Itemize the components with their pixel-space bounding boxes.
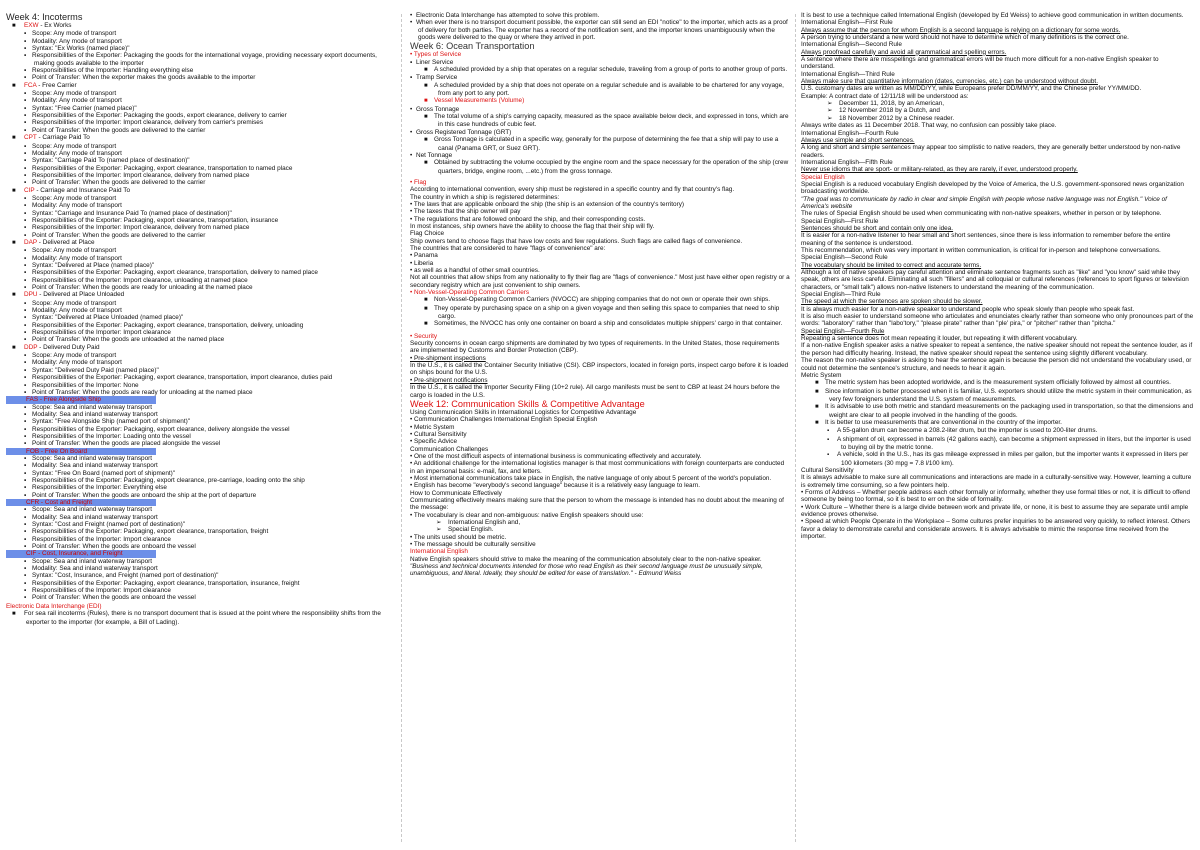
special-english-line: Special English is a reduced vocabulary English developed by the Voice of America, the U.S. government-sponsored news organization broadcasting worldwide.: [801, 180, 1184, 196]
types-of-service-title: • Types of Service: [410, 51, 462, 59]
edi-title: Electronic Data Interchange (EDI): [6, 602, 102, 610]
cultural-line: • Work Culture – Whether there is a large divide between work and private life, or none, it is best to assume they are separate until ample evidence proves otherwise.: [801, 503, 1189, 519]
flag-line: • Panama: [410, 252, 438, 260]
section-title-week12: Week 12: Communication Skills & Competitive Advantage: [410, 398, 645, 409]
special-english-line: Special English: [801, 173, 845, 181]
incoterm-detail: ▪ Syntax: "Free On Board (named port of shipment)": [24, 469, 176, 477]
comm-line: Always assume that the person for whom English is a second language is relying on a dictionary for some words.: [801, 26, 1121, 34]
nvocc-list: [410, 296, 790, 328]
flag-line: • The laws that are applicable onboard the ship (the ship is an extension of the country's territory): [410, 200, 685, 208]
security-title: • Security: [410, 332, 438, 340]
incoterm-detail: ▪ Responsibilities of the Importer: Import clearance, delivery from named place: [24, 224, 250, 232]
metric-subitem: ▪ A shipment of oil, expressed in barrels (42 gallons each), can become a shipment expressed in liters, but the importer is used to buying oil by the metric tonne.: [827, 435, 1191, 451]
incoterm-detail: ▪ Scope: Any mode of transport: [24, 142, 117, 150]
comm-line: International English—Third Rule: [801, 70, 895, 78]
incoterm-heading: ■ DAP - Delivered at Place: [12, 238, 95, 246]
incoterm-detail: ▪ Responsibilities of the Importer: Import clearance: [24, 329, 171, 337]
flag-line: According to international convention, every ship must be registered in a specific country and fly that country's flag.: [410, 186, 735, 194]
incoterm-detail: ▪ Responsibilities of the Exporter: Packaging, export clearance, transportation, insurance: [24, 216, 279, 224]
incoterm-detail: ▪ Responsibilities of the Importer: None: [24, 381, 139, 389]
incoterm-detail: ▪ Modality: Any mode of transport: [24, 149, 122, 157]
column-divider: [795, 14, 796, 842]
incoterm-detail: ▪ Responsibilities of the Exporter: Packaging, export clearance, pre-carriage, loading onto the ship: [24, 476, 305, 484]
column-incoterms: [6, 12, 390, 626]
incoterm-heading: ■ DPU - Delivered at Place Unloaded: [12, 291, 125, 299]
special-english-line: International English—Fourth Rule: [801, 129, 899, 137]
incoterm-heading: CIF - Cost, Insurance, and Freight: [6, 550, 156, 557]
special-english-line: "The goal was to communicate by radio in clear and simple English with people whose native language was not English." Voice of America's website: [801, 195, 1167, 210]
nvocc-item: ■ Sometimes, the NVOCC has only one container on board a ship and consolidates multiple shippers' cargo in that container.: [424, 320, 783, 328]
incoterm-detail: ▪ Point of Transfer: When the exporter makes the goods available to the importer: [24, 74, 256, 82]
international-english-title: International English: [410, 548, 468, 556]
metric-item: ■ It is better to use measurements that are conventional in the country of the importer.: [815, 418, 1062, 426]
incoterm-detail: ▪ Responsibilities of the Exporter: Packaging the goods, export clearance, delivery to carrier: [24, 112, 287, 120]
nvocc-title: • Non-Vessel-Operating Common Carriers: [410, 289, 530, 297]
flag-line: The countries that are considered to have "flags of convenience" are:: [410, 244, 606, 252]
section-title-week4: Week 4: Incoterms: [6, 12, 83, 22]
week12-line: • Most international communications take place in English, the native language of only about 5 percent of the world's population.: [410, 474, 772, 482]
security-section: [410, 340, 790, 399]
special-english-line: The rules of Special English should be used when communicating with non-native speakers, whether in person or by telephone.: [801, 210, 1162, 218]
metric-item: ■ It is advisable to use both metric and standard measurements on the packaging used in transportation, so that the dimensions and weight are clear to all people involved in the handling of the goods.: [815, 403, 1194, 419]
edi-intro-2: • When ever there is no transport document possible, the exporter can still send an EDI "notice" to the importer, which acts as a proof of delivery for both parties. The exporter has a record of the notification sent, and the importer knows unambiguously when the goods were delivered to the quay or where they arrived in port.: [410, 19, 788, 42]
incoterm-detail: ▪ Responsibilities of the Exporter: Packaging, export clearance, transportation, delivery, unloading: [24, 321, 304, 329]
comm-line: Example: A contract date of 12/11/18 will be understood as:: [801, 92, 969, 100]
special-english-line: International English—Fifth Rule: [801, 158, 893, 166]
cultural-line: • Forms of Address – Whether people address each other formally or informally, whether they use formal titles or not, it is difficult to offend someone by being too formal, so it is best to err on the side of formality.: [801, 489, 1191, 504]
incoterms-list: [6, 22, 390, 602]
special-english-line: Special English—Third Rule: [801, 291, 881, 299]
incoterm-detail: ▪ Point of Transfer: When the goods are delivered to the carrier: [24, 231, 206, 239]
special-english-line: Never use idioms that are sport- or military-related, as they are rarely, if ever, understood properly.: [801, 166, 1078, 174]
comm-line: International English—First Rule: [801, 19, 893, 27]
security-line: • Pre-shipment inspections: [410, 354, 486, 362]
week12-line: • Metric System: [410, 423, 455, 431]
vessel-measurements-title: ■ Vessel Measurements (Volume): [424, 97, 525, 105]
incoterm-detail: ▪ Point of Transfer: When the goods are onboard the vessel: [24, 543, 196, 551]
incoterm-detail: ▪ Responsibilities of the Exporter: Packaging, export clearance, transportation, freight: [24, 528, 269, 536]
incoterm-detail: ▪ Scope: Any mode of transport: [24, 194, 117, 202]
special-english-line: It is also much easier to understand someone who articulates and enunciates clearly rather than someone who only pronounces part of the words: "laboratory" rather than "labo'tory," "please pirate" rather than "ple' pira," or "pitcher" rather than "pitcha.": [801, 313, 1194, 328]
cultural-line: • Speed at which People Operate in the Workplace – Some cultures prefer inquiries to be answered very quickly, to reflect interest. Others favor a delay to demonstrate careful and considerate answers. It is always advisable to mimic the response time received from the importer.: [801, 518, 1191, 541]
incoterm-detail: ▪ Scope: Any mode of transport: [24, 30, 117, 38]
special-english-line: Always use simple and short sentences.: [801, 136, 915, 144]
incoterm-detail: ▪ Responsibilities of the Importer: Import clearance: [24, 587, 171, 595]
incoterm-detail: ▪ Scope: Sea and inland waterway transport: [24, 557, 153, 565]
incoterm-heading: ■ FCA - Free Carrier: [12, 81, 77, 89]
incoterm-heading: ■ CPT - Carriage Paid To: [12, 134, 90, 142]
international-english-rules: [801, 12, 1194, 100]
net-tonnage-title: • Net Tonnage: [410, 151, 453, 159]
incoterm-detail: ▪ Responsibilities of the Exporter: Packaging, export clearance, transportation, import clearance, duties paid: [24, 374, 333, 382]
incoterm-detail: ▪ Responsibilities of the Exporter: Packaging the goods for the international voyage, providing necessary export documents, making goods available to the importer: [24, 52, 377, 67]
incoterm-detail: ▪ Scope: Any mode of transport: [24, 299, 117, 307]
incoterm-detail: ▪ Point of Transfer: When the goods are onboard the vessel: [24, 594, 196, 602]
special-english-line: Special English—First Rule: [801, 217, 879, 225]
flag-line: In most instances, ship owners have the ability to choose the flag that their ship will fly.: [410, 222, 655, 230]
incoterm-detail: ▪ Responsibilities of the Exporter: Packaging, export clearance, transportation to named place: [24, 164, 293, 172]
incoterm-detail: ▪ Modality: Any mode of transport: [24, 37, 122, 45]
date-example: ➢ December 11, 2018, by an American,: [827, 100, 945, 108]
incoterm-heading: FOB - Free On Board: [6, 448, 156, 455]
incoterm-detail: ▪ Modality: Sea and inland waterway transport: [24, 462, 158, 470]
incoterm-detail: ▪ Scope: Sea and inland waterway transport: [24, 506, 153, 514]
incoterm-detail: ▪ Point of Transfer: When the goods are delivered to the carrier: [24, 126, 206, 134]
flag-line: • The regulations that are followed onboard the ship, and their corresponding costs.: [410, 215, 646, 223]
english-type-item: ➢ International English and,: [436, 519, 521, 526]
week12-line: How to Communicate Effectively: [410, 489, 502, 497]
incoterm-detail: ▪ Responsibilities of the Importer: Handling everything else: [24, 67, 194, 75]
special-english-line: Always write dates as 11 December 2018. That way, no confusion can possibly take place.: [801, 122, 1057, 130]
flag-line: Ship owners tend to choose flags that have low costs and few regulations. Such flags are called flags of convenience.: [410, 237, 743, 245]
incoterm-detail: ▪ Scope: Sea and inland waterway transport: [24, 403, 153, 411]
grt-text: ■ Gross Tonnage is calculated in a specific way, generally for the purpose of determining the fee that a ship will pay to use a canal (Panama GRT, or Suez GRT).: [424, 136, 779, 152]
week12-line: • English has become "everybody's second language" because it is a relatively easy language to learn.: [410, 482, 701, 490]
special-english-line: If a non-native English speaker asks a native speaker to repeat a sentence, the native speaker should not repeat the sentence louder, as if the person had difficulty hearing. Instead, the native speaker should repeat the sentence using slightly different vocabulary.: [801, 342, 1193, 357]
incoterm-heading: ■ EXW - Ex Works: [12, 22, 72, 29]
week12-line: Communication Challenges: [410, 445, 489, 453]
tramp-text: ■ A scheduled provided by a ship that does not operate on a regular schedule and is available to be chartered for any voyage, from any port to any port.: [424, 81, 784, 98]
cultural-line: It is always advisable to make sure all communications and interactions are made in a culturally-sensitive way. However, learning a culture is extremely time consuming, so a few pointers help.: [801, 474, 1192, 489]
incoterm-detail: ▪ Syntax: "Delivered Duty Paid (named place)": [24, 366, 159, 374]
comm-line: Always make sure that quantitative information (dates, currencies, etc.) can be understood without doubt.: [801, 78, 1098, 86]
special-english-line: Although a lot of native speakers pay careful attention and eliminate sentence fragments such as "like" and "you know" said while they speak, others are less careful. Eliminating all such "fillers" and all colloquial or cultural references (references to sport figures or television characters, or "small talk") allows non-native listeners to understand the meaning of the communication.: [801, 269, 1189, 291]
column-ocean-transport: [410, 12, 790, 578]
incoterm-detail: ▪ Point of Transfer: When the goods are delivered to the carrier: [24, 179, 206, 187]
special-english-line: This recommendation, which was very important in written communication, is critical for in-person and telephone conversations.: [801, 247, 1161, 254]
week12-line: Using Communication Skills in International Logistics for Competitive Advantage: [410, 408, 637, 416]
special-english-line: It is always much easier for a non-native speaker to understand people who speak slowly than people who speak fast.: [801, 305, 1135, 313]
special-english-line: Repeating a sentence does not mean repeating it louder, but repeating it with different vocabulary.: [801, 335, 1078, 343]
incoterm-detail: ▪ Responsibilities of the Exporter: Packaging, export clearance, transportation, insurance, freight: [24, 579, 300, 587]
special-english-line: Special English—Second Rule: [801, 254, 888, 262]
net-tonnage-text: ■ Obtained by subtracting the volume occupied by the engine room and the space necessary for the operation of the ship (crew quarters, bridge, engine room, ...etc.) from the gross tonnage.: [424, 159, 789, 175]
edi-intro-1: • Electronic Data Interchange has attempted to solve this problem.: [410, 12, 600, 19]
incoterm-detail: ▪ Syntax: "Carriage Paid To (named place of destination)": [24, 157, 190, 165]
incoterm-detail: ▪ Syntax: "Cost and Freight (named port of destination)": [24, 521, 186, 529]
flag-line: Not all countries that allow ships from any nationality to fly their flag are "flags of convenience." Most just have either open registry or a secondary registry which are just convenient to ship owners.: [410, 274, 790, 289]
date-example: ➢ 12 November 2018 by a Dutch, and: [827, 107, 940, 115]
metric-subitem: ▪ A 55-gallon drum can become a 208.2-liter drum, but the importer is used to 200-liter drums.: [827, 427, 1098, 435]
gross-tonnage-text: ■ The total volume of a ship's carrying capacity, measured as the space available below deck, and expressed in tons, which are in this case hundreds of cubic feet.: [424, 113, 789, 129]
special-english-line: It is easier for a non-native listener to hear small and short sentences, since there is less information to remember before the entire meaning of the sentence is understood.: [801, 232, 1171, 247]
incoterm-detail: ▪ Modality: Sea and inland waterway transport: [24, 410, 158, 418]
incoterm-detail: ▪ Point of Transfer: When the goods are ready for unloading at the named place: [24, 284, 253, 292]
comm-line: International English—Second Rule: [801, 41, 902, 49]
incoterm-detail: ▪ Point of Transfer: When the goods are ready for unloading at the named place: [24, 388, 253, 396]
incoterm-detail: ▪ Responsibilities of the Importer: Import clearance, delivery from named place: [24, 171, 250, 179]
comm-line: A person trying to understand a new word should not have to determine which of many definitions is the correct one.: [801, 34, 1129, 42]
column-divider: [401, 14, 402, 842]
flag-section: [410, 186, 790, 289]
incoterm-detail: ▪ Syntax: "Cost, Insurance, and Freight (named port of destination)": [24, 572, 219, 580]
column-communication: [801, 12, 1194, 540]
special-english-line: Special English—Fourth Rule: [801, 327, 885, 335]
incoterm-heading: ■ DDP - Delivered Duty Paid: [12, 343, 100, 351]
date-example: ➢ 18 November 2012 by a Chinese reader.: [827, 114, 955, 122]
week12-line: • The units used should be metric.: [410, 533, 507, 541]
flag-line: The country in which a ship is registered determines:: [410, 193, 560, 201]
comm-line: It is best to use a technique called International English (developed by Ed Weiss) to achieve good communication in written documents.: [801, 12, 1184, 19]
week12-section: [410, 409, 790, 549]
cultural-sensitivity-title: Cultural Sensitivity: [801, 466, 854, 474]
incoterm-detail: ▪ Syntax: "Carriage and Insurance Paid To (named place of destination)": [24, 209, 232, 217]
incoterm-detail: ▪ Scope: Any mode of transport: [24, 90, 117, 98]
incoterm-detail: ▪ Point of Transfer: When the goods are placed alongside the vessel: [24, 440, 221, 448]
special-english-line: The speed at which the sentences are spoken should be slower.: [801, 298, 983, 306]
incoterm-detail: ▪ Scope: Any mode of transport: [24, 352, 117, 360]
incoterm-detail: ▪ Responsibilities of the Exporter: Packaging, export clearance, delivery alongside the vessel: [24, 425, 290, 433]
nvocc-item: ■ Non-Vessel-Operating Common Carriers (NVOCC) are shipping companies that do not own or operate their own ships.: [424, 296, 771, 304]
flag-line: • as well as a handful of other small countries.: [410, 267, 540, 274]
security-line: Security concerns in ocean cargo shipments are dominated by two types of requirements. In the United States, those requirements are implemented by Customs and Border Protection (CBP).: [410, 340, 780, 355]
incoterm-detail: ▪ Responsibilities of the Importer: Import clearance, delivery from carrier's premises: [24, 119, 264, 127]
incoterm-detail: ▪ Scope: Any mode of transport: [24, 247, 117, 255]
incoterm-detail: ▪ Scope: Sea and inland waterway transport: [24, 454, 153, 462]
ie-line-1: Native English speakers should strive to make the meaning of the communication absolutely clear to the non-native speaker.: [410, 555, 762, 563]
incoterm-detail: ▪ Responsibilities of the Importer: Import clearance: [24, 535, 171, 543]
grt-title: • Gross Registered Tonnage (GRT): [410, 128, 512, 136]
special-english-rules: [801, 122, 1194, 379]
flag-title: • Flag: [410, 178, 427, 186]
special-english-line: The reason the non-native speaker is asking to hear the sentence again is because the person did not understand the vocabulary used, or could not determine the sentence's structure, and needs to hear it again.: [801, 357, 1192, 372]
incoterm-detail: ▪ Responsibilities of the Exporter: Packaging, export clearance, transportation, delivery to named place: [24, 269, 318, 277]
incoterm-heading: FAS - Free Alongside Ship: [6, 396, 156, 403]
incoterm-detail: ▪ Syntax: "Free Carrier (named place)": [24, 104, 137, 112]
section-title-week6: Week 6: Ocean Transportation: [410, 41, 535, 52]
special-english-line: A long and short and simple sentences may appear too simplistic to native readers, they are generally better understood by non-native readers.: [801, 144, 1181, 159]
incoterm-detail: ▪ Responsibilities of the Importer: Everything else: [24, 484, 167, 492]
ie-quote: "Business and technical documents intended for those who read English as their second language must be unusually simple, unambiguous, and literal. Ideally, they should be edited for ease of translation." - Edmund Weiss: [410, 563, 763, 578]
week12-line: • The message should be culturally sensitive: [410, 541, 536, 549]
incoterm-heading: CFR - Cost and Freight: [6, 499, 156, 506]
metric-item: ■ The metric system has been adopted worldwide, and is the measurement system officially followed by almost all countries.: [815, 379, 1171, 387]
week12-line: • The vocabulary is clear and non-ambiguous: native English speakers should use:: [410, 511, 644, 519]
incoterm-detail: ▪ Modality: Any mode of transport: [24, 202, 122, 210]
incoterm-detail: ▪ Modality: Any mode of transport: [24, 254, 122, 262]
gross-tonnage-title: • Gross Tonnage: [410, 105, 460, 113]
flag-line: • Liberia: [410, 259, 434, 267]
incoterm-detail: ▪ Modality: Sea and inland waterway transport: [24, 565, 158, 573]
tramp-title: ▪ Tramp Service: [410, 74, 458, 82]
liner-text: ■ A scheduled provided by a ship that operates on a regular schedule, traveling from a group of ports to another group of ports.: [424, 66, 788, 74]
incoterm-detail: ▪ Modality: Any mode of transport: [24, 307, 122, 315]
metric-list: [801, 379, 1194, 467]
comm-line: Always proofread carefully and avoid all grammatical and spelling errors.: [801, 48, 1007, 56]
flag-line: • The taxes that the ship owner will pay: [410, 208, 521, 216]
incoterm-detail: ▪ Modality: Any mode of transport: [24, 359, 122, 367]
incoterm-detail: ▪ Responsibilities of the Importer: Loading onto the vessel: [24, 432, 191, 440]
cultural-sensitivity-section: [801, 474, 1194, 540]
flag-line: Flag Choice: [410, 230, 445, 238]
security-line: In the U.S., it is called the Container Security Initiative (CSI). CBP inspectors, located in foreign ports, inspect cargo before it is loaded on ships bound for the U.S.: [410, 362, 789, 377]
incoterm-detail: ▪ Modality: Any mode of transport: [24, 97, 122, 105]
security-line: • Pre-shipment notifications: [410, 376, 488, 384]
special-english-line: Sentences should be short and contain only one idea.: [801, 224, 954, 232]
incoterm-detail: ▪ Responsibilities of the Importer: Import clearance, unloading at named place: [24, 276, 248, 284]
date-examples: [801, 100, 1194, 122]
incoterm-heading: ■ CIP - Carriage and Insurance Paid To: [12, 186, 130, 194]
incoterm-detail: ▪ Syntax: "Delivered at Place Unloaded (named place)": [24, 314, 184, 322]
week12-line: • One of the most difficult aspects of international business is communicating effectively and accurately.: [410, 452, 702, 460]
metric-subitem: ▪ A vehicle, sold in the U.S., has its gas mileage expressed in miles per gallon, but the importer wants it expressed in liters per 100 kilometers (30 mpg = 7.8 l/100 km).: [827, 451, 1189, 467]
week12-line: • Communication Challenges International English Special English: [410, 416, 598, 424]
special-english-line: Metric System: [801, 371, 842, 379]
english-type-item: ➢ Special English.: [436, 526, 494, 534]
incoterm-detail: ▪ Point of Transfer: When the goods are unloaded at the named place: [24, 336, 225, 344]
week12-line: • Specific Advice: [410, 438, 457, 446]
incoterm-detail: ▪ Syntax: "Free Alongside Ship (named port of shipment)": [24, 418, 190, 426]
week12-line: • An additional challenge for the international logistics manager is that most communications with foreign counterparts are conducted in an impersonal basis: e-mail, fax, and letters.: [410, 460, 785, 475]
incoterm-detail: ▪ Point of Transfer: When the goods are onboard the ship at the port of departure: [24, 491, 257, 499]
incoterm-detail: ▪ Modality: Sea and inland waterway transport: [24, 513, 158, 521]
week12-line: • Cultural Sensitivity: [410, 430, 467, 438]
metric-item: ■ Since information is better processed when it is familiar, U.S. exporters should utilize the metric system in their communication, as very few foreigners understand the U.S. system of measurements.: [815, 387, 1192, 403]
comm-line: A sentence where there are misspellings and grammatical errors will be much more difficult for a non-native English speaker to understand.: [801, 56, 1159, 71]
special-english-line: The vocabulary should be limited to correct and accurate terms.: [801, 261, 982, 269]
edi-item: ■ For sea rail incoterms (Rules), there is no transport document that is issued at the point where the responsibility shifts from the exporter to the importer (for example, a Bill of Lading).: [12, 610, 381, 626]
security-line: In the U.S., it is called the Importer Security Filing (10+2 rule). All cargo manifests must be sent to CBP at least 24 hours before the cargo is loaded in the U.S.: [410, 384, 780, 399]
liner-title: ▪ Liner Service: [410, 58, 454, 66]
nvocc-item: ■ They operate by purchasing space on a ship on a given voyage and then selling this space to companies that need to ship cargo.: [424, 304, 780, 321]
incoterm-detail: ▪ Syntax: "Delivered at Place (named place)": [24, 262, 155, 269]
incoterm-detail: ▪ Syntax: "Ex Works (named place)": [24, 45, 130, 53]
comm-line: U.S. customary dates are written as MM/DD/YY, while Europeans prefer DD/MM/YY, and the Chinese prefer YY/MM/DD.: [801, 85, 1142, 93]
week12-line: Communicating effectively means making sure that the person to whom the message is intended has no doubt about the meaning of the message:: [410, 496, 784, 512]
